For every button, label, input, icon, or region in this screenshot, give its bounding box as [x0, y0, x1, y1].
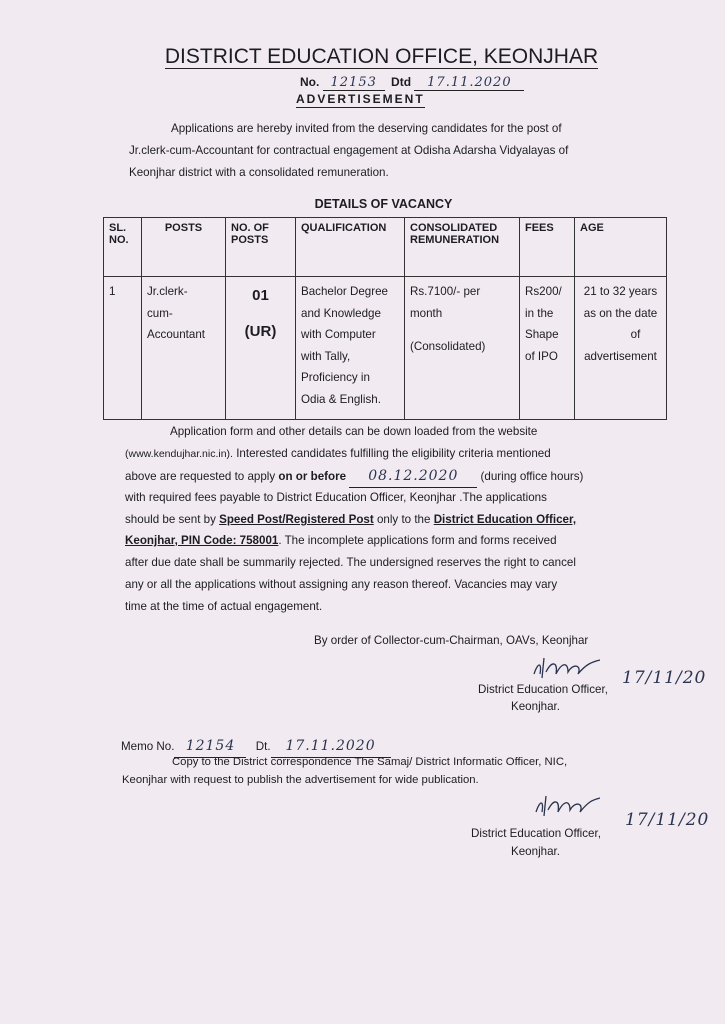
reference-number: 12153: [323, 75, 385, 91]
memo-date: 17.11.2020: [271, 735, 391, 758]
body-line-9: time at the time of actual engagement.: [125, 600, 323, 613]
cell-post: Jr.clerk- cum- Accountant: [142, 277, 226, 420]
col-age: AGE: [575, 218, 667, 277]
body-line-3: above are requested to apply on or before 08.12.2020 (during office hours): [125, 465, 583, 488]
order-line: By order of Collector-cum-Chairman, OAVs, Keonjhar: [314, 634, 589, 647]
advertisement-heading: ADVERTISEMENT: [296, 92, 425, 106]
intro-line-1: Applications are hereby invited from the deserving candidates for the post of: [171, 122, 562, 135]
body-line-8: any or all the applications without assigning any reason thereof. Vacancies may vary: [125, 578, 558, 591]
cell-sl: 1: [104, 277, 142, 420]
signature-2-date: 17/11/20: [625, 810, 710, 830]
last-date: 08.12.2020: [349, 465, 477, 488]
memo-line: Memo No. 12154 Dt. 17.11.2020: [121, 735, 391, 758]
intro-line-2: Jr.clerk-cum-Accountant for contractual engagement at Odisha Adarsha Vidyalayas of: [129, 144, 569, 157]
signature-2: [530, 790, 610, 826]
memo-number: 12154: [174, 735, 246, 758]
memo-copy-line-1: Copy to the District correspondence The Samaj/ District Informatic Officer, NIC,: [172, 756, 568, 768]
col-sl-no: SL. NO.: [104, 218, 142, 277]
col-posts: POSTS: [142, 218, 226, 277]
vacancy-table: [103, 217, 667, 420]
body-line-2: (www.kendujhar.nic.in). Interested candidates fulfilling the eligibility criteria mentioned: [125, 447, 551, 460]
col-no-of-posts: NO. OF POSTS: [226, 218, 296, 277]
body-line-4: with required fees payable to District Education Officer, Keonjhar .The applications: [125, 491, 547, 504]
reference-line: No. 12153 Dtd 17.11.2020: [300, 75, 524, 91]
vacancy-title: DETAILS OF VACANCY: [314, 197, 453, 211]
cell-post-count: 01 (UR): [226, 277, 296, 420]
officer-place-2: Keonjhar.: [511, 845, 560, 858]
intro-line-3: Keonjhar district with a consolidated remuneration.: [129, 166, 389, 179]
vacancy-header-row: [104, 218, 667, 277]
signature-1-date: 17/11/20: [622, 668, 707, 688]
body-line-5: should be sent by Speed Post/Registered Post only to the District Education Officer,: [125, 513, 577, 526]
cell-remuneration: Rs.7100/- per month (Consolidated): [405, 277, 520, 420]
cell-age: 21 to 32 years as on the date of advertisement: [575, 277, 667, 420]
website-link[interactable]: (www.kendujhar.nic.in).: [125, 448, 233, 460]
vacancy-row: [104, 277, 667, 420]
office-title: DISTRICT EDUCATION OFFICE, KEONJHAR: [164, 45, 599, 68]
col-qualification: QUALIFICATION: [296, 218, 405, 277]
officer-title-1: District Education Officer,: [478, 683, 608, 696]
col-fees: FEES: [520, 218, 575, 277]
cell-fees: Rs200/ in the Shape of IPO: [520, 277, 575, 420]
body-line-1: Application form and other details can be down loaded from the website: [170, 425, 538, 438]
col-remuneration: CONSOLIDATED REMUNERATION: [405, 218, 520, 277]
body-line-6: Keonjhar, PIN Code: 758001. The incomplete applications form and forms received: [125, 534, 557, 547]
body-line-7: after due date shall be summarily rejected. The undersigned reserves the right to cancel: [125, 556, 576, 569]
officer-title-2: District Education Officer,: [471, 827, 601, 840]
officer-place-1: Keonjhar.: [511, 700, 560, 713]
reference-date: 17.11.2020: [414, 75, 524, 91]
cell-qualification: Bachelor Degree and Knowledge with Computer with Tally, Proficiency in Odia & English.: [296, 277, 405, 420]
memo-copy-line-2: Keonjhar with request to publish the advertisement for wide publication.: [122, 774, 479, 786]
